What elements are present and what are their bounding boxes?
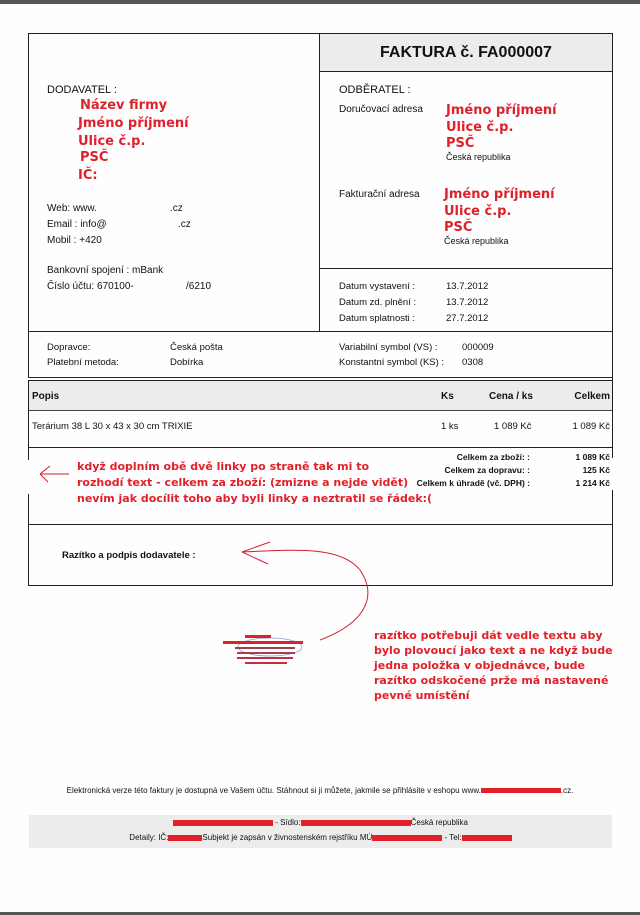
- total-goods-value: 1 089 Kč: [575, 452, 610, 462]
- invoice-title-cell: [320, 34, 612, 72]
- redacted-url: [481, 788, 561, 793]
- billing-address-label: Fakturační adresa: [339, 189, 420, 200]
- footer-tel-label: - Tel:: [442, 833, 462, 842]
- supplier-street: Ulice č.p.: [78, 134, 146, 149]
- redacted-ic: [168, 835, 202, 841]
- customer-heading: ODBĚRATEL :: [339, 84, 411, 96]
- item-qty: 1 ks: [441, 421, 459, 432]
- footer-country: Česká republika: [410, 818, 468, 827]
- annotation-note-1: [77, 459, 432, 507]
- electronic-note: [0, 786, 640, 795]
- table-row: [29, 411, 612, 447]
- billing-zip: PSČ: [444, 220, 473, 235]
- redacted-registry: [372, 835, 442, 841]
- billing-street: Ulice č.p.: [444, 204, 512, 219]
- supplier-account-suffix: /6210: [186, 281, 212, 292]
- date-label-issued: Datum vystavení :: [339, 281, 416, 292]
- annotation-note-2-line: pevné umístění: [374, 689, 470, 702]
- date-label-due: Datum splatnosti :: [339, 313, 416, 324]
- table-header: [29, 381, 612, 411]
- supplier-account: Číslo účtu: 670100-: [47, 281, 134, 292]
- redacted-company: [173, 820, 273, 826]
- ks-value: 0308: [462, 357, 484, 368]
- vs-label: Variabilní symbol (VS) :: [339, 342, 438, 353]
- billing-country: Česká republika: [444, 236, 509, 246]
- column-divider: [319, 34, 320, 332]
- supplier-web: Web: www.: [47, 203, 97, 214]
- col-header-description: Popis: [32, 391, 60, 402]
- totals-left-border: [28, 494, 29, 524]
- footer-company-info: [29, 815, 612, 848]
- table-right-border: [612, 378, 613, 458]
- delivery-street: Ulice č.p.: [446, 120, 514, 135]
- footer-registry-text: Subjekt je zapsán v živnostenském rejstříku MÚ: [202, 833, 373, 842]
- arrow-left-icon: [36, 462, 72, 486]
- total-shipping-value: 125 Kč: [582, 465, 610, 475]
- annotation-note-2-line: razítko odskočené prže má nastavené: [374, 674, 609, 687]
- item-total: 1 089 Kč: [572, 421, 610, 432]
- redacted-phone: [462, 835, 512, 841]
- stamp-image: [215, 633, 305, 675]
- payment-value: Dobírka: [170, 357, 204, 368]
- supplier-email: Email : info@: [47, 219, 107, 230]
- item-unit-price: 1 089 Kč: [494, 421, 532, 432]
- supplier-web-suffix: .cz: [170, 203, 183, 214]
- carrier-value: Česká pošta: [170, 342, 223, 353]
- annotation-note-1-line: rozhodí text - celkem za zboží: (zmizne a nejde vidět): [77, 476, 409, 489]
- col-header-unit-price: Cena / ks: [489, 391, 533, 402]
- annotation-note-2: [374, 628, 613, 703]
- delivery-country: Česká republika: [446, 152, 511, 162]
- annotation-note-1-line: když doplním obě dvě linky po straně tak mi to: [77, 460, 370, 473]
- col-header-total: Celkem: [574, 391, 610, 402]
- shipping-frame: [28, 331, 613, 378]
- supplier-email-suffix: .cz: [178, 219, 191, 230]
- col-header-qty: Ks: [441, 391, 454, 402]
- supplier-person: Jméno příjmení: [78, 116, 189, 131]
- delivery-name: Jméno příjmení: [446, 103, 557, 118]
- footer-seat-label: - Sídlo:: [273, 818, 301, 827]
- billing-name: Jméno příjmení: [444, 187, 555, 202]
- dates-divider: [319, 268, 612, 269]
- total-due-value: 1 214 Kč: [575, 478, 610, 488]
- supplier-heading: DODAVATEL :: [47, 84, 117, 96]
- footer-line-1: [29, 818, 612, 827]
- carrier-label: Dopravce:: [47, 342, 91, 353]
- delivery-zip: PSČ: [446, 136, 475, 151]
- date-value-due: 27.7.2012: [446, 313, 489, 324]
- footer-line-2: [29, 833, 612, 842]
- item-description: Terárium 38 L 30 x 43 x 30 cm TRIXIE: [32, 421, 193, 432]
- redacted-address: [301, 820, 411, 826]
- totals-right-border: [612, 490, 613, 524]
- total-shipping-label: Celkem za dopravu: :: [444, 465, 530, 475]
- electronic-note-text: Elektronická verze této faktury je dostupná ve Vašem účtu. Stáhnout si ji můžete, jakmile se přihlásite v eshopu www.: [66, 786, 481, 795]
- supplier-bank: Bankovní spojení : mBank: [47, 265, 164, 276]
- supplier-ic: IČ:: [78, 168, 98, 183]
- signature-label: Razítko a podpis dodavatele :: [62, 550, 196, 561]
- annotation-note-2-line: jedna položka v objednávce, bude: [374, 659, 585, 672]
- annotation-note-2-line: bylo plovoucí jako text a ne když bude: [374, 644, 613, 657]
- supplier-zip: PSČ: [80, 150, 109, 165]
- ks-label: Konstantní symbol (KS) :: [339, 357, 445, 368]
- annotation-note-1-line: nevím jak docílit toho aby byli linky a neztratil se řádek:(: [77, 492, 433, 505]
- vs-value: 000009: [462, 342, 494, 353]
- electronic-note-suffix: .cz.: [560, 786, 574, 795]
- supplier-name: Název firmy: [80, 98, 168, 113]
- top-border: [0, 0, 640, 4]
- total-goods-label: Celkem za zboží: :: [456, 452, 530, 462]
- invoice-title: FAKTURA č. FA000007: [380, 44, 552, 61]
- totals-top-line: [28, 447, 613, 448]
- delivery-address-label: Doručovací adresa: [339, 104, 423, 115]
- payment-label: Platební metoda:: [47, 357, 119, 368]
- date-value-taxable: 13.7.2012: [446, 297, 489, 308]
- footer-details-label: Detaily: IČ:: [129, 833, 169, 842]
- total-due-label: Celkem k úhradě (vč. DPH) :: [416, 478, 530, 488]
- annotation-note-2-line: razítko potřebuji dát vedle textu aby: [374, 629, 603, 642]
- date-value-issued: 13.7.2012: [446, 281, 489, 292]
- supplier-mobile: Mobil : +420: [47, 235, 102, 246]
- date-label-taxable: Datum zd. plnění :: [339, 297, 417, 308]
